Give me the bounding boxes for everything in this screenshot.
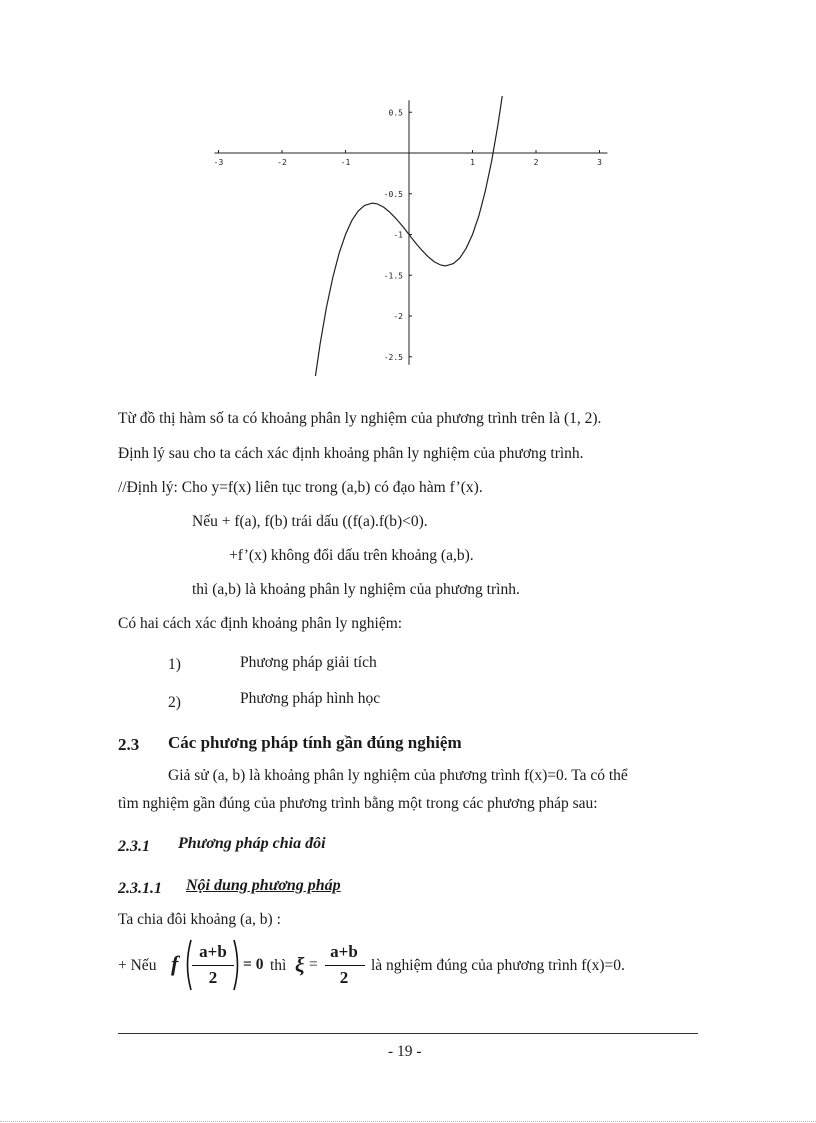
graph-axes bbox=[215, 100, 608, 365]
right-paren bbox=[232, 938, 242, 992]
list-item-number: 1) bbox=[168, 656, 181, 673]
x-tick-label: 2 bbox=[533, 158, 539, 167]
y-tick-label: -0.5 bbox=[383, 189, 403, 199]
y-tick-label: -2 bbox=[393, 312, 403, 321]
fraction-bar bbox=[325, 965, 365, 966]
paragraph-theorem: //Định lý: Cho y=f(x) liên tục trong (a,b) có đạo hàm f’(x). bbox=[118, 479, 483, 496]
subsubsection-title: Nội dung phương pháp bbox=[186, 877, 341, 894]
formula-equals-zero: = 0 bbox=[243, 956, 264, 973]
section-title: Các phương pháp tính gần đúng nghiệm bbox=[168, 733, 462, 752]
list-item: Phương pháp hình học bbox=[240, 690, 381, 707]
fraction-denominator: 2 bbox=[339, 968, 349, 987]
formula-f: f bbox=[171, 951, 179, 976]
formula-suffix: là nghiệm đúng của phương trình f(x)=0. bbox=[371, 957, 625, 974]
page-number: - 19 - bbox=[388, 1043, 422, 1060]
fraction-numerator: a+b bbox=[199, 942, 227, 961]
list-item: Phương pháp giải tích bbox=[240, 654, 377, 671]
y-tick-label: -1.5 bbox=[383, 271, 403, 281]
y-ticks bbox=[384, 108, 412, 362]
subsection-number: 2.3.1 bbox=[118, 838, 150, 855]
paragraph-theorem-intro: Định lý sau cho ta cách xác định khoảng phân ly nghiệm của phương trình. bbox=[118, 445, 584, 462]
paragraph-graph-conclusion: Từ đồ thị hàm số ta có khoảng phân ly nghiệm của phương trình trên là (1, 2). bbox=[118, 410, 602, 427]
x-tick-label: 1 bbox=[470, 158, 475, 167]
section-paragraph-line: Giả sử (a, b) là khoảng phân ly nghiệm của phương trình f(x)=0. Ta có thể bbox=[168, 767, 628, 784]
footer-divider bbox=[118, 1033, 698, 1034]
x-tick-label: -3 bbox=[213, 158, 224, 167]
fraction-denominator: 2 bbox=[208, 968, 218, 987]
theorem-condition-2: +f’(x) không đổi dấu trên khoảng (a,b). bbox=[229, 547, 474, 564]
paragraph-split: Ta chia đôi khoảng (a, b) : bbox=[118, 911, 281, 928]
y-tick-label: -1 bbox=[393, 230, 403, 240]
x-tick-label: 3 bbox=[597, 158, 602, 167]
function-curve bbox=[314, 96, 503, 376]
paragraph-two-methods: Có hai cách xác định khoảng phân ly nghiệm: bbox=[118, 615, 403, 632]
section-paragraph-line: tìm nghiệm gần đúng của phương trình bằng một trong các phương pháp sau: bbox=[118, 795, 598, 812]
formula-then: thì bbox=[270, 957, 287, 974]
section-number: 2.3 bbox=[118, 735, 140, 754]
subsubsection-number: 2.3.1.1 bbox=[118, 880, 162, 897]
formula-prefix: + Nếu bbox=[118, 957, 157, 974]
x-tick-label: -1 bbox=[340, 158, 351, 167]
y-tick-label: -2.5 bbox=[383, 352, 403, 362]
formula-xi: ξ bbox=[295, 953, 305, 977]
x-tick-label: -2 bbox=[277, 158, 287, 167]
formula-equals: = bbox=[309, 956, 318, 973]
theorem-condition-1: Nếu + f(a), f(b) trái dấu ((f(a).f(b)<0). bbox=[192, 513, 428, 530]
subsection-title: Phương pháp chia đôi bbox=[178, 835, 326, 852]
fraction-bar bbox=[192, 965, 234, 966]
list-item-number: 2) bbox=[168, 694, 181, 711]
theorem-conclusion: thì (a,b) là khoảng phân ly nghiệm của phương trình. bbox=[192, 581, 520, 598]
function-graph bbox=[190, 96, 620, 376]
page-edge bbox=[0, 1121, 816, 1122]
y-tick-label: 0.5 bbox=[388, 108, 403, 118]
fraction-numerator: a+b bbox=[330, 942, 358, 961]
